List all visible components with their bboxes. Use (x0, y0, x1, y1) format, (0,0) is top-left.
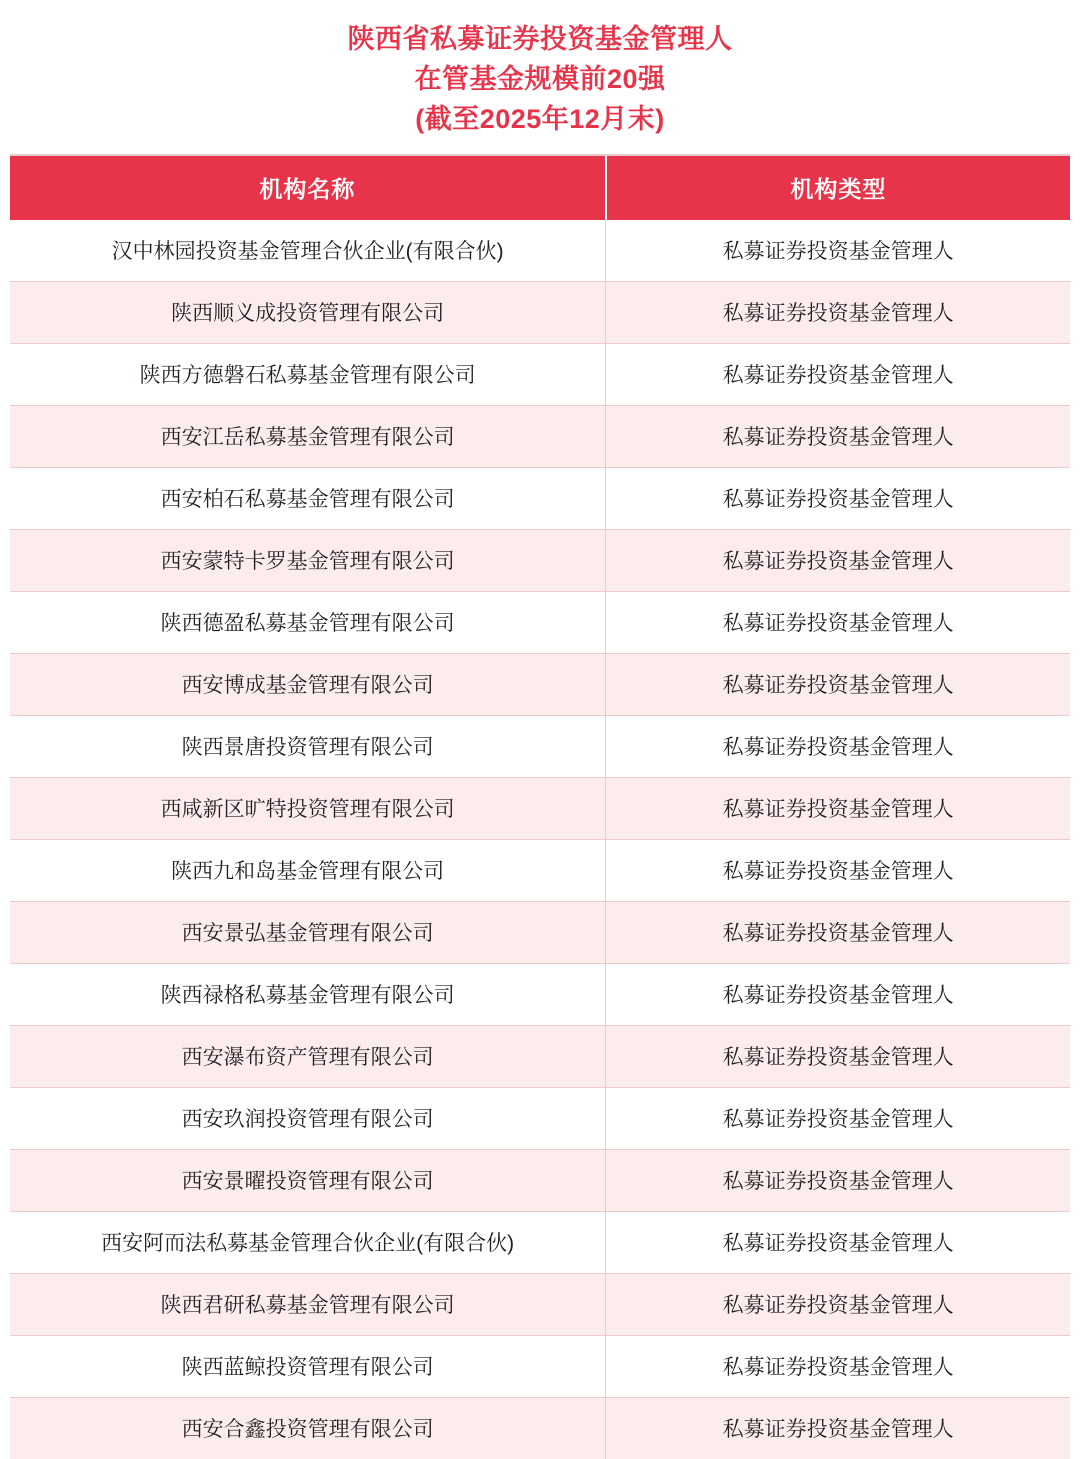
fund-manager-table (10, 156, 1070, 1459)
title-line-3: (截至2025年12月末) (415, 103, 665, 134)
table-row (10, 653, 1070, 715)
cell-institution-type: 私募证券投资基金管理人 (606, 343, 1070, 405)
cell-institution-name: 陕西九和岛基金管理有限公司 (10, 839, 606, 901)
table-row (10, 343, 1070, 405)
cell-institution-type: 私募证券投资基金管理人 (606, 715, 1070, 777)
cell-institution-type: 私募证券投资基金管理人 (606, 1397, 1070, 1459)
table-row (10, 1397, 1070, 1459)
cell-institution-name: 汉中林园投资基金管理合伙企业(有限合伙) (10, 220, 606, 282)
cell-institution-name: 陕西蓝鲸投资管理有限公司 (10, 1335, 606, 1397)
cell-institution-name: 西安江岳私募基金管理有限公司 (10, 405, 606, 467)
cell-institution-type: 私募证券投资基金管理人 (606, 1025, 1070, 1087)
cell-institution-name: 西安景曜投资管理有限公司 (10, 1149, 606, 1211)
table-row (10, 529, 1070, 591)
table-row (10, 901, 1070, 963)
cell-institution-name: 陕西方德磐石私募基金管理有限公司 (10, 343, 606, 405)
table-row (10, 220, 1070, 282)
table-row (10, 1273, 1070, 1335)
cell-institution-name: 陕西德盈私募基金管理有限公司 (10, 591, 606, 653)
cell-institution-type: 私募证券投资基金管理人 (606, 1273, 1070, 1335)
table-row (10, 1335, 1070, 1397)
cell-institution-name: 西安蒙特卡罗基金管理有限公司 (10, 529, 606, 591)
cell-institution-name: 陕西顺义成投资管理有限公司 (10, 281, 606, 343)
page-title (10, 0, 1070, 156)
cell-institution-type: 私募证券投资基金管理人 (606, 1335, 1070, 1397)
cell-institution-name: 西安瀑布资产管理有限公司 (10, 1025, 606, 1087)
cell-institution-type: 私募证券投资基金管理人 (606, 963, 1070, 1025)
cell-institution-type: 私募证券投资基金管理人 (606, 405, 1070, 467)
table-row (10, 715, 1070, 777)
cell-institution-type: 私募证券投资基金管理人 (606, 653, 1070, 715)
cell-institution-type: 私募证券投资基金管理人 (606, 1087, 1070, 1149)
table-row (10, 591, 1070, 653)
table-row (10, 467, 1070, 529)
table-header (10, 156, 1070, 220)
table-row (10, 1149, 1070, 1211)
cell-institution-name: 西安合鑫投资管理有限公司 (10, 1397, 606, 1459)
table-row (10, 281, 1070, 343)
table-row (10, 1087, 1070, 1149)
cell-institution-type: 私募证券投资基金管理人 (606, 529, 1070, 591)
cell-institution-type: 私募证券投资基金管理人 (606, 281, 1070, 343)
cell-institution-name: 西安博成基金管理有限公司 (10, 653, 606, 715)
table-header-row (10, 156, 1070, 220)
cell-institution-type: 私募证券投资基金管理人 (606, 839, 1070, 901)
cell-institution-type: 私募证券投资基金管理人 (606, 1149, 1070, 1211)
table-row (10, 1025, 1070, 1087)
table-row (10, 777, 1070, 839)
table-row (10, 1211, 1070, 1273)
cell-institution-type: 私募证券投资基金管理人 (606, 467, 1070, 529)
title-line-2: 在管基金规模前20强 (414, 63, 666, 94)
column-header-institution-name: 机构名称 (10, 156, 606, 220)
table-row (10, 839, 1070, 901)
table-body (10, 220, 1070, 1459)
cell-institution-name: 陕西君研私募基金管理有限公司 (10, 1273, 606, 1335)
column-header-institution-type: 机构类型 (606, 156, 1070, 220)
cell-institution-type: 私募证券投资基金管理人 (606, 1211, 1070, 1273)
title-line-1: 陕西省私募证券投资基金管理人 (347, 24, 733, 54)
cell-institution-name: 西安景弘基金管理有限公司 (10, 901, 606, 963)
cell-institution-type: 私募证券投资基金管理人 (606, 777, 1070, 839)
cell-institution-name: 西安阿而法私募基金管理合伙企业(有限合伙) (10, 1211, 606, 1273)
cell-institution-name: 西咸新区旷特投资管理有限公司 (10, 777, 606, 839)
table-row (10, 963, 1070, 1025)
cell-institution-type: 私募证券投资基金管理人 (606, 220, 1070, 282)
cell-institution-name: 陕西禄格私募基金管理有限公司 (10, 963, 606, 1025)
cell-institution-type: 私募证券投资基金管理人 (606, 591, 1070, 653)
cell-institution-name: 西安柏石私募基金管理有限公司 (10, 467, 606, 529)
cell-institution-type: 私募证券投资基金管理人 (606, 901, 1070, 963)
cell-institution-name: 西安玖润投资管理有限公司 (10, 1087, 606, 1149)
table-row (10, 405, 1070, 467)
cell-institution-name: 陕西景唐投资管理有限公司 (10, 715, 606, 777)
